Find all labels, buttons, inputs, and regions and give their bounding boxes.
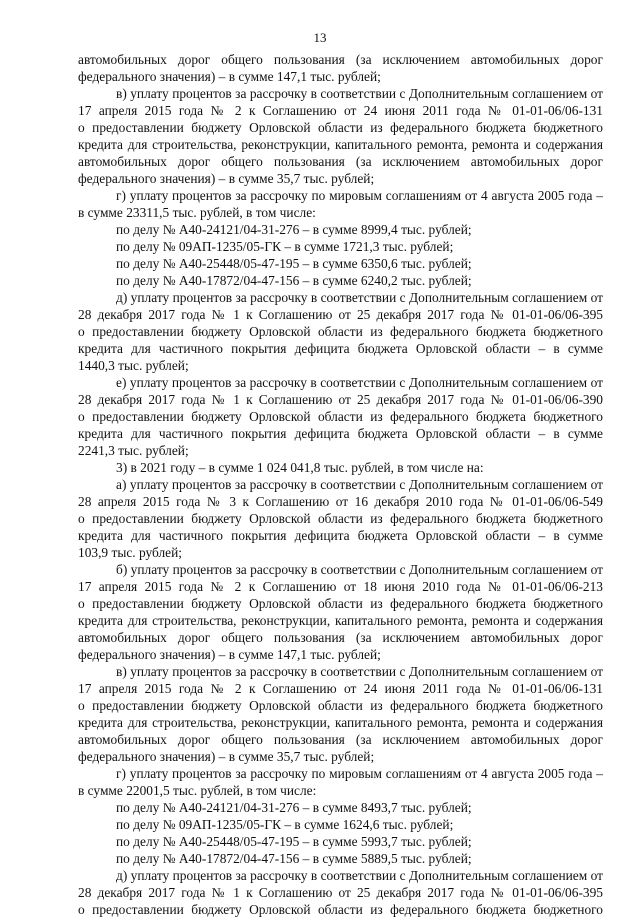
text-line: 2241,3 тыс. рублей; <box>78 443 189 458</box>
text-line: автомобильных дорог общего пользования (за исключением автомобильных дорог <box>78 52 603 67</box>
text-line: 17 апреля 2015 года № 2 к Соглашению от 18 июня 2010 года № 01-01-06/06-213 <box>78 579 603 594</box>
text-line: федерального значения) – в сумме 147,1 тыс. рублей; <box>78 647 381 662</box>
text-line: г) уплату процентов за рассрочку по мировым соглашениям от 4 августа 2005 года – <box>116 766 603 781</box>
text-line: 17 апреля 2015 года № 2 к Соглашению от 24 июня 2011 года № 01-01-06/06-131 <box>78 681 603 696</box>
text-line: кредита для строительства, реконструкции, капитального ремонта, ремонта и содержания <box>78 137 603 152</box>
text-line: кредита для строительства, реконструкции, капитального ремонта, ремонта и содержания <box>78 613 603 628</box>
text-line: о предоставлении бюджету Орловской области из федерального бюджета бюджетного <box>78 596 603 611</box>
text-line: о предоставлении бюджету Орловской области из федерального бюджета бюджетного <box>78 902 603 917</box>
text-line: кредита для частичного покрытия дефицита бюджета Орловской области – в сумме <box>78 426 603 441</box>
text-line: автомобильных дорог общего пользования (за исключением автомобильных дорог <box>78 732 603 747</box>
text-line: о предоставлении бюджету Орловской области из федерального бюджета бюджетного <box>78 409 603 424</box>
text-line: федерального значения) – в сумме 147,1 тыс. рублей; <box>78 69 381 84</box>
text-line: 28 декабря 2017 года № 1 к Соглашению от 25 декабря 2017 года № 01-01-06/06-395 <box>78 885 603 900</box>
text-line: д) уплату процентов за рассрочку в соответствии с Дополнительным соглашением от <box>116 868 603 883</box>
text-line: е) уплату процентов за рассрочку в соответствии с Дополнительным соглашением от <box>116 375 603 390</box>
text-line: 28 апреля 2015 года № 3 к Соглашению от 16 декабря 2010 года № 01-01-06/06-549 <box>78 494 603 509</box>
document-body <box>78 51 603 918</box>
text-line: 28 декабря 2017 года № 1 к Соглашению от 25 декабря 2017 года № 01-01-06/06-395 <box>78 307 603 322</box>
text-line: федерального значения) – в сумме 35,7 тыс. рублей; <box>78 749 375 764</box>
text-line: 103,9 тыс. рублей; <box>78 545 182 560</box>
text-line: 3) в 2021 году – в сумме 1 024 041,8 тыс. рублей, в том числе на: <box>116 460 484 475</box>
text-line: о предоставлении бюджету Орловской области из федерального бюджета бюджетного <box>78 511 603 526</box>
text-line: д) уплату процентов за рассрочку в соответствии с Дополнительным соглашением от <box>116 290 603 305</box>
text-line: а) уплату процентов за рассрочку в соответствии с Дополнительным соглашением от <box>116 477 603 492</box>
text-line: о предоставлении бюджету Орловской области из федерального бюджета бюджетного <box>78 324 603 339</box>
text-line: в сумме 23311,5 тыс. рублей, в том числе: <box>78 205 316 220</box>
text-line: автомобильных дорог общего пользования (за исключением автомобильных дорог <box>78 154 603 169</box>
text-line: о предоставлении бюджету Орловской области из федерального бюджета бюджетного <box>78 698 603 713</box>
page-number: 13 <box>313 30 327 45</box>
text-line: в) уплату процентов за рассрочку в соответствии с Дополнительным соглашением от <box>116 86 603 101</box>
text-line: г) уплату процентов за рассрочку по мировым соглашениям от 4 августа 2005 года – <box>116 188 603 203</box>
text-line: б) уплату процентов за рассрочку в соответствии с Дополнительным соглашением от <box>116 562 603 577</box>
text-line: автомобильных дорог общего пользования (за исключением автомобильных дорог <box>78 630 603 645</box>
text-line: по делу № А40-25448/05-47-195 – в сумме 6350,6 тыс. рублей; <box>116 256 472 271</box>
text-line: о предоставлении бюджету Орловской области из федерального бюджета бюджетного <box>78 120 603 135</box>
text-line: 28 декабря 2017 года № 1 к Соглашению от 25 декабря 2017 года № 01-01-06/06-390 <box>78 392 603 407</box>
text-line: в сумме 22001,5 тыс. рублей, в том числе: <box>78 783 317 798</box>
text-line: по делу № А40-24121/04-31-276 – в сумме 8493,7 тыс. рублей; <box>116 800 472 815</box>
text-line: по делу № А40-17872/04-47-156 – в сумме 6240,2 тыс. рублей; <box>116 273 472 288</box>
text-line: 17 апреля 2015 года № 2 к Соглашению от 24 июня 2011 года № 01-01-06/06-131 <box>78 103 603 118</box>
text-line: кредита для частичного покрытия дефицита бюджета Орловской области – в сумме <box>78 528 603 543</box>
text-line: федерального значения) – в сумме 35,7 тыс. рублей; <box>78 171 375 186</box>
text-line: в) уплату процентов за рассрочку в соответствии с Дополнительным соглашением от <box>116 664 603 679</box>
text-line: по делу № А40-24121/04-31-276 – в сумме 8999,4 тыс. рублей; <box>116 222 472 237</box>
text-line: по делу № А40-25448/05-47-195 – в сумме 5993,7 тыс. рублей; <box>116 834 472 849</box>
text-line: по делу № А40-17872/04-47-156 – в сумме 5889,5 тыс. рублей; <box>116 851 472 866</box>
text-line: кредита для строительства, реконструкции, капитального ремонта, ремонта и содержания <box>78 715 603 730</box>
text-line: кредита для частичного покрытия дефицита бюджета Орловской области – в сумме <box>78 341 603 356</box>
text-line: 1440,3 тыс. рублей; <box>78 358 189 373</box>
text-line: по делу № 09АП-1235/05-ГК – в сумме 1624,6 тыс. рублей; <box>116 817 454 832</box>
text-line: по делу № 09АП-1235/05-ГК – в сумме 1721,3 тыс. рублей; <box>116 239 454 254</box>
